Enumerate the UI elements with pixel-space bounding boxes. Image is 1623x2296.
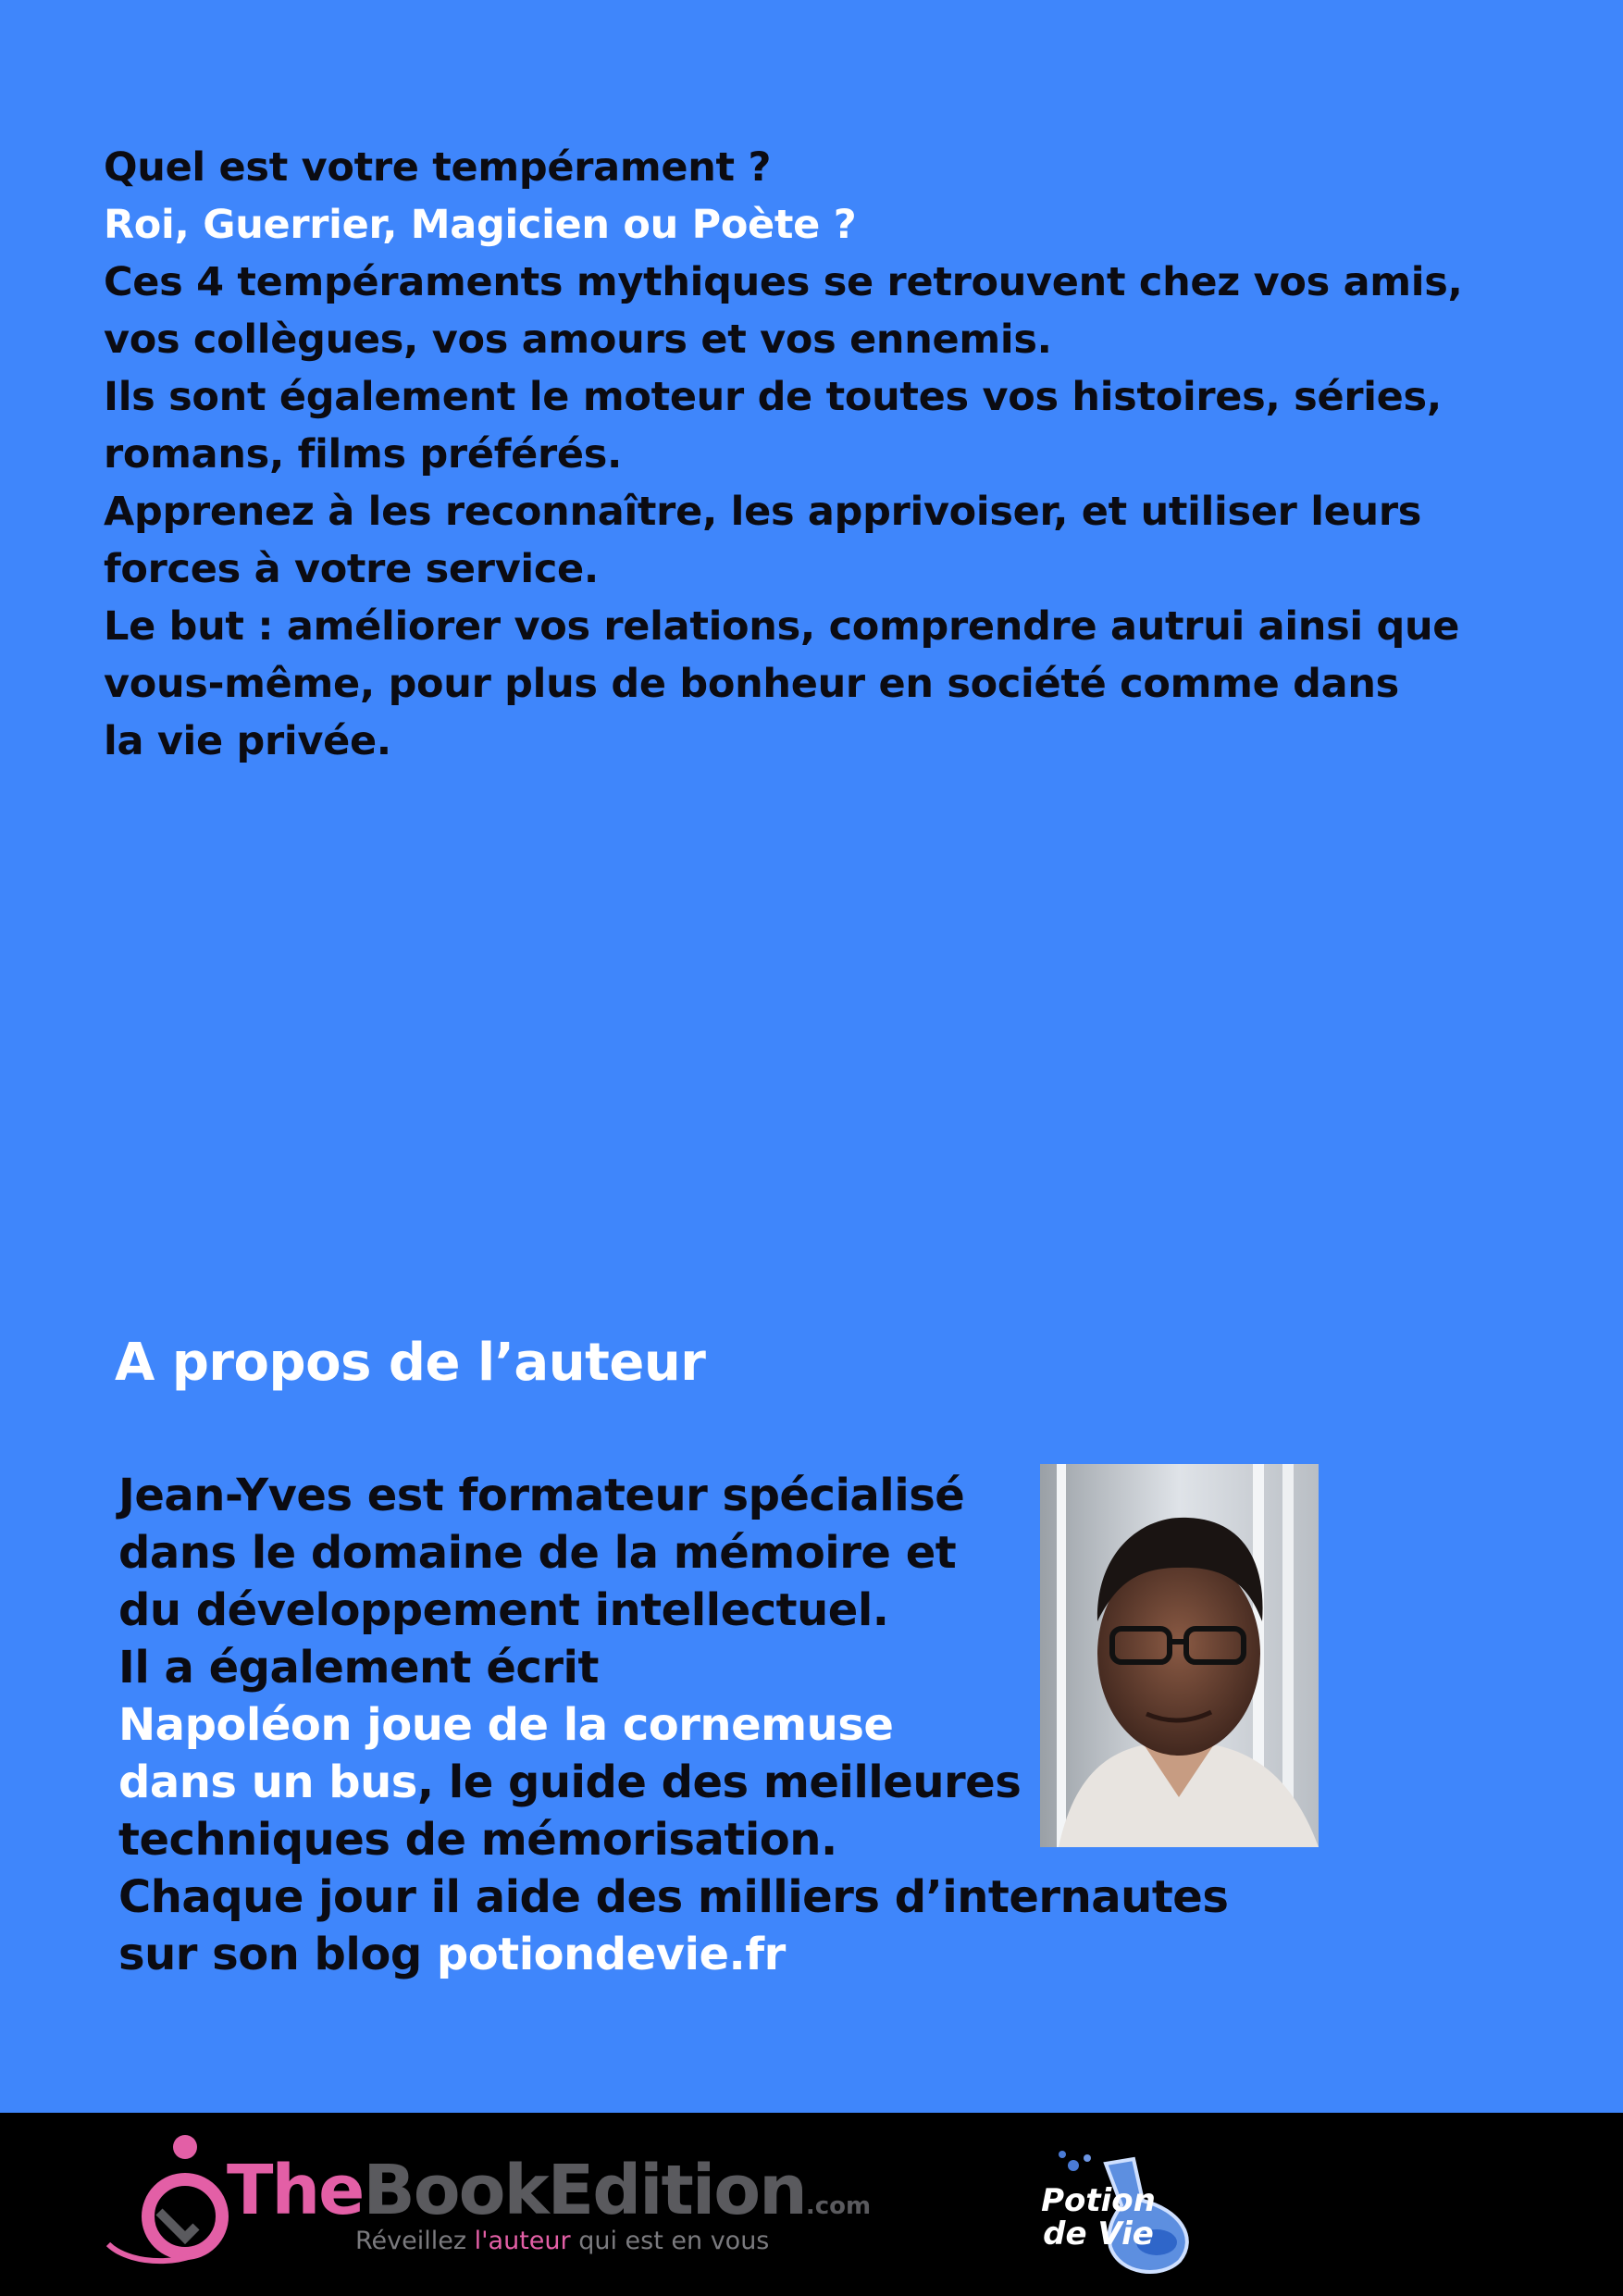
blurb-line: la vie privée. [104, 718, 391, 764]
bio-line: dans le domaine de la mémoire et [118, 1527, 957, 1579]
author-photo [1040, 1464, 1319, 1847]
publisher-the: The [227, 2151, 364, 2230]
blog-link[interactable]: potiondevie.fr [436, 1929, 786, 1980]
blurb-line: Ils sont également le moteur de toutes vos histoires, séries, [104, 374, 1442, 420]
potion-de-vie-logo [1024, 2184, 1172, 2251]
blurb-line: romans, films préférés. [104, 431, 623, 478]
other-book-title-end: dans un bus [118, 1756, 417, 1808]
potion-logo-line: Potion [1041, 2182, 1156, 2219]
tagline-text: qui est en vous [570, 2227, 770, 2255]
blurb-line: forces à votre service. [104, 546, 599, 592]
publisher-bookedition: BookEdition [363, 2151, 806, 2230]
publisher-name [227, 2151, 872, 2230]
bio-text: sur son blog [118, 1929, 437, 1980]
bio-text: , le guide des meilleures [416, 1756, 1022, 1808]
bio-line: Il a également écrit [118, 1642, 599, 1694]
bio-line: techniques de mémorisation. [118, 1814, 837, 1866]
other-book-title: Napoléon joue de la cornemuse [118, 1699, 894, 1751]
bio-line: Chaque jour il aide des milliers d’internautes [118, 1871, 1229, 1923]
bio-line: Jean-Yves est formateur spécialisé [118, 1470, 965, 1521]
blurb-temperaments: Roi, Guerrier, Magicien ou Poète ? [104, 202, 857, 248]
publisher-tagline [355, 2227, 769, 2255]
about-author-heading: A propos de l’auteur [115, 1333, 706, 1393]
tagline-text: Réveillez [355, 2227, 475, 2255]
back-cover-blurb [104, 139, 1473, 770]
blurb-question: Quel est votre tempérament ? [104, 144, 772, 191]
tagline-highlight: l'auteur [474, 2227, 571, 2255]
blurb-line: Apprenez à les reconnaître, les apprivoiser, et utiliser leurs [104, 489, 1422, 535]
blurb-line: Ces 4 tempéraments mythiques se retrouvent chez vos amis, [104, 259, 1463, 305]
author-photo-image [1040, 1464, 1319, 1847]
potion-logo-line: de Vie [1043, 2215, 1154, 2253]
blurb-line: Le but : améliorer vos relations, comprendre autrui ainsi que [104, 603, 1460, 650]
blurb-line: vous-même, pour plus de bonheur en société comme dans [104, 661, 1399, 707]
bio-line [118, 1926, 1321, 1983]
blurb-line: vos collègues, vos amours et vos ennemis. [104, 316, 1052, 363]
bio-line: du développement intellectuel. [118, 1584, 889, 1636]
publisher-com: .com [805, 2192, 872, 2220]
